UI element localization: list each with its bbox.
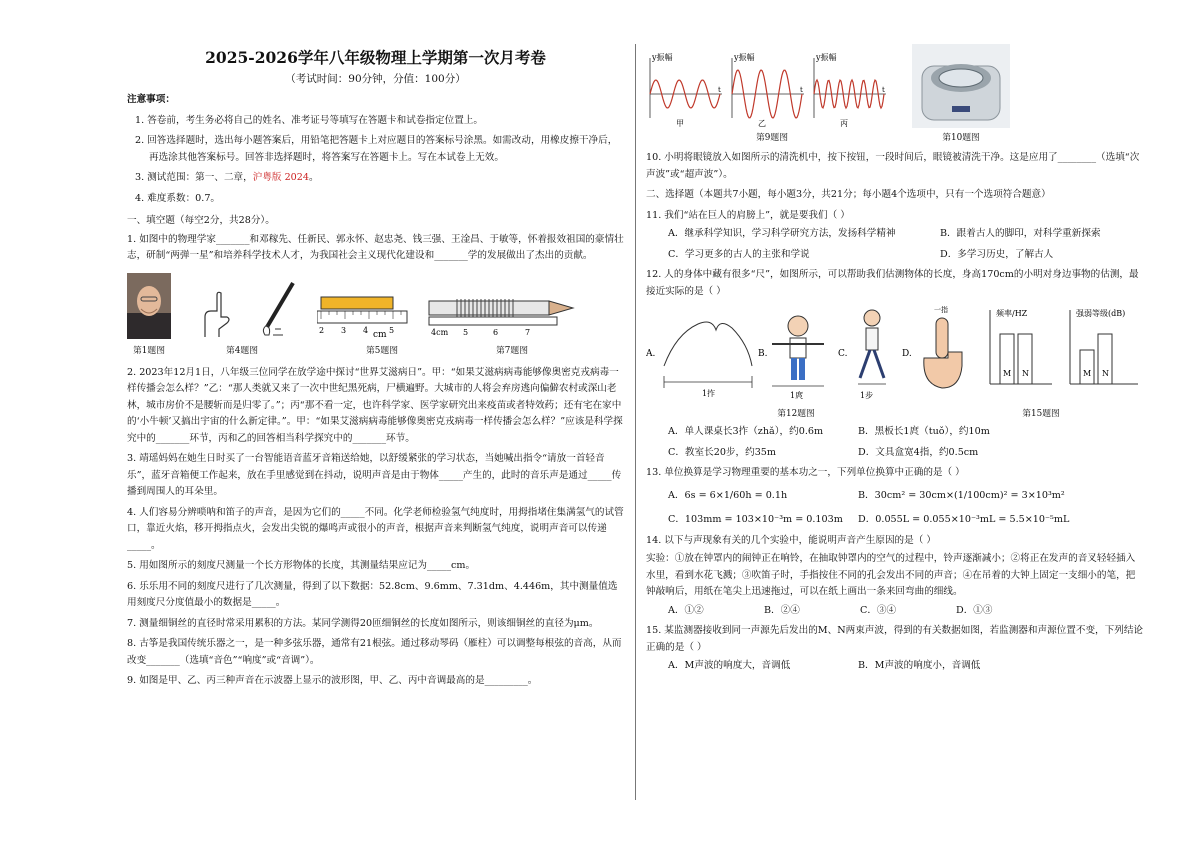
q11-option-b: B．跟着古人的脚印，对科学重新探索 — [940, 228, 1101, 239]
q12-label-bu: 1步 — [860, 391, 874, 400]
wave-t-bing: t — [882, 86, 885, 94]
ruler-figure-5 — [317, 295, 409, 339]
question-11: 11. 我们“站在巨人的肩膀上”，就是要我们（ ） — [646, 209, 850, 221]
section2-heading: 二、选择题（本题共7小题，每小题3分，共21分；每小题4个选项中，只有一个选项符合题意） — [646, 189, 1051, 200]
q12-options-row1 — [646, 424, 1144, 441]
test-tube-thumb-icon — [197, 289, 237, 339]
q14-option-a: A．①② — [668, 604, 704, 616]
wave-name-bing: 丙 — [840, 119, 848, 128]
q15-db-n: N — [1102, 369, 1109, 378]
q14-option-b: B．②④ — [764, 604, 800, 616]
question-12: 12. 人的身体中藏有很多“尺”，如图所示，可以帮助我们估测物体的长度，身高170cm的小明对身边事物的估测，最接近实际的是（ ） — [646, 269, 1139, 297]
ruler7-tick-5: 5 — [463, 327, 469, 337]
q13-options-row1 — [646, 488, 1144, 505]
figure-row-9-10 — [646, 44, 1144, 128]
finger-width-figure — [924, 318, 962, 388]
question-4: 4. 人们容易分辨唢呐和笛子的声音，是因为它们的_____不同。化学老师检验氢气纯度时，用拇指堵住集满氢气的试管口，靠近火焰，移开拇指点火，会发出尖锐的爆鸣声或很小的声音，根据声音来判断氢气纯度，说明声音可以传递_____。 — [127, 506, 624, 551]
figure-5 — [317, 295, 427, 339]
q11-options-row2 — [646, 247, 1144, 264]
notice-item-1: 1. 答卷前，考生务必将自己的姓名、准考证号等填写在答题卡和试卷指定位置上。 — [135, 114, 483, 126]
exam-subtitle: （考试时间：90分钟，分值：100分） — [285, 73, 466, 85]
waveform-yi — [732, 52, 804, 128]
question-15: 15. 某监测器接收到同一声源先后发出的M、N两束声波，得到的有关数据如图，若监测器和声源位置不变，下列结论正确的是（ ） — [646, 625, 1144, 653]
question-14: 14. 以下与声现象有关的几个实验中，能说明声音产生原因的是（ ） — [646, 534, 936, 546]
q12-q15-figures — [646, 304, 1144, 404]
q14-option-c: C．③④ — [860, 604, 897, 616]
waveform-bing — [814, 52, 886, 128]
ruler7-tick-4: 4cm — [431, 327, 449, 337]
ruler5-tick-2: 2 — [319, 325, 325, 335]
scientist-portrait — [127, 273, 171, 339]
notice-item-3 — [127, 170, 624, 187]
q11-option-c: C．学习更多的古人的主张和学说 — [668, 248, 810, 260]
figure-4 — [197, 289, 257, 339]
right-column — [646, 40, 1144, 675]
q13-option-c: C．103mm = 103×10⁻³m = 0.103m — [668, 514, 843, 525]
q13-option-d: D．0.055L = 0.055×10⁻³mL = 5.5×10⁻⁵mL — [858, 514, 1070, 525]
q12-fig-letter-b: B. — [758, 349, 768, 359]
walking-figure — [860, 310, 884, 378]
caption-fig5: 第5题图 — [366, 345, 398, 356]
notice-item-4: 4. 难度系数：0.7。 — [135, 192, 221, 204]
notice-heading: 注意事项： — [127, 94, 175, 105]
column-divider — [635, 44, 636, 800]
caption-fig10: 第10题图 — [942, 133, 980, 143]
question-5: 5. 用如图所示的刻度尺测量一个长方形物体的长度，其测量结果应记为_____cm。 — [127, 560, 476, 571]
wave-name-jia: 甲 — [676, 119, 684, 128]
ruler7-tick-6: 6 — [493, 327, 499, 337]
notice-item-3-tail: 。 — [308, 172, 319, 183]
left-column — [127, 40, 624, 690]
caption-fig15: 第15题图 — [1022, 409, 1060, 419]
question-3: 3. 靖瑶妈妈在她生日时买了一台智能语音蓝牙音箱送给她，以舒缓紧张的学习状态，当她喊出指令“请放一首轻音乐”，蓝牙音箱便工作起来，放在手里感觉到在抖动，说明声音是由于物体_____产生的，此时的音乐声是通过_____传播到周围人的耳朵里。 — [127, 453, 622, 497]
flame-test-tube-icon — [257, 277, 303, 339]
wave-ylabel-bing: y振幅 — [816, 53, 837, 62]
q15-db-label: 强弱等级(dB) — [1076, 309, 1126, 318]
q15-freq-label: 频率/HZ — [996, 309, 1028, 318]
q12-option-c: C．教室长20步，约35m — [668, 446, 777, 458]
q12-fig-letter-a: A. — [646, 349, 656, 359]
figure-1 — [127, 273, 197, 339]
q15-freq-m: M — [1003, 369, 1012, 378]
wave-ylabel-yi: y振幅 — [734, 53, 755, 62]
caption-fig7: 第7题图 — [496, 345, 528, 356]
q12-fig-letter-d: D. — [902, 349, 912, 359]
wave-name-yi: 乙 — [758, 119, 766, 128]
q15-chart-loudness — [1070, 308, 1138, 384]
question-10: 10. 小明将眼镜放入如图所示的清洗机中，按下按钮，一段时间后，眼镜被清洗干净。这是应用了________（选填“次声波”或“超声波”）。 — [646, 152, 1140, 180]
notice-item-3-text: 3. 测试范围：第一、二章， — [135, 172, 253, 183]
waveform-figures — [646, 48, 898, 128]
waveform-jia — [650, 52, 722, 128]
wave-ylabel-jia: y振幅 — [652, 53, 673, 62]
q15-db-m: M — [1083, 369, 1092, 378]
q11-option-d: D．多学习历史，了解古人 — [940, 248, 1054, 260]
ruler5-tick-5: 5 — [389, 325, 395, 335]
wave-t-jia: t — [718, 86, 721, 94]
q13-options-row2 — [646, 512, 1144, 529]
q15-freq-n: N — [1022, 369, 1029, 378]
caption-fig12: 第12题图 — [777, 409, 815, 419]
q12-options-row2 — [646, 445, 1144, 462]
ruler5-tick-4: 4 — [363, 325, 369, 335]
figure-captions-9-10 — [646, 132, 1144, 144]
figure-4b — [257, 277, 317, 339]
section1-heading: 一、填空题（每空2分，共28分）。 — [127, 215, 275, 226]
q12-label-tuo: 1庹 — [790, 391, 804, 400]
question-1: 1. 如图中的物理学家_______和邓稼先、任新民、郭永怀、赵忠尧、钱三强、王淦昌、于敏等，怀着报效祖国的豪情壮志，研制“两弹一星”和培养科学技术人才，为我国社会主义现代化建设和_______学的发展做出了杰出的贡献。 — [127, 233, 624, 261]
question-9: 9. 如图是甲、乙、丙三种声音在示波器上显示的波形图，甲、乙、丙中音调最高的是_________。 — [127, 675, 538, 686]
hand-span-icon — [664, 322, 752, 366]
q14-experiments: 实验：①放在钟罩内的闹钟正在响铃，在抽取钟罩内的空气的过程中，铃声逐渐减小；②将正在发声的音叉轻轻插入水里，看到水花飞溅；③吹笛子时，手指按住不同的孔会发出不同的声音；④在吊着的大钟上固定一支细小的笔，把钟敲响后，用纸在笔尖上迅速拖过，可以在纸上画出一条来回弯曲的细线。 — [646, 553, 1136, 597]
ruler5-unit: cm — [373, 329, 387, 339]
wave-t-yi: t — [800, 86, 803, 94]
caption-fig1: 第1题图 — [133, 345, 165, 356]
exam-title: 2025-2026学年八年级物理上学期第一次月考卷 — [205, 48, 546, 67]
pencil-coil-ruler — [427, 295, 577, 339]
question-7: 7. 测量细铜丝的直径时常采用累积的方法。某同学测得20匝细铜丝的长度如图所示，则该细铜丝的直径为μm。 — [127, 617, 599, 629]
ruler5-tick-3: 3 — [341, 325, 347, 335]
q12-option-d: D．文具盒宽4指，约0.5cm — [858, 446, 979, 458]
q12-option-a: A．单人课桌长3拃（zhǎ），约0.6m — [668, 426, 824, 437]
q15-option-a: A．M声波的响度大，音调低 — [668, 660, 791, 671]
caption-fig4: 第4题图 — [226, 345, 258, 356]
q15-chart-frequency — [990, 308, 1052, 384]
q11-option-a: A．继承科学知识，学习科学研究方法，发扬科学精神 — [668, 228, 896, 239]
q12-label-zhi: 一指 — [934, 306, 948, 314]
q12-label-zha: 1拃 — [702, 389, 716, 398]
q14-option-d: D．①③ — [956, 604, 993, 616]
q15-options — [646, 658, 1144, 675]
q15-option-b: B．M声波的响度小，音调低 — [858, 660, 981, 671]
question-13: 13. 单位换算是学习物理重要的基本功之一，下列单位换算中正确的是（ ） — [646, 467, 965, 478]
question-8: 8. 古筝是我国传统乐器之一，是一种多弦乐器，通常有21根弦。通过移动琴码（雁柱）可以调整每根弦的音高，从而改变_______（选填“音色”“响度”或“音调”）。 — [127, 638, 622, 666]
ruler7-tick-7: 7 — [525, 327, 531, 337]
q14-options — [646, 603, 1144, 620]
figure-7 — [427, 295, 577, 339]
q15-db-bar-m — [1080, 350, 1094, 384]
question-2: 2. 2023年12月1日，八年级三位同学在放学途中探讨“世界艾滋病日”。甲：“如果艾滋病病毒能够像奥密克戎病毒一样传播会怎么样？”乙：“那人类就又来了一次中世纪黑死病，尸横遍野。大城市的人将会弃房逃向偏僻农村或深山老林，城市房价不是腰斩而是归零了。”；丙“那不看一定，也许科学家、医学家研究出来疫苗或者特效药；还有宅在家中的‘小牛顿’又搞出宇宙的什么新定律。”。甲：“如果艾滋病病毒能够像奥密克戎病毒一样传播会怎么样？”应该是科学探究中的_______环节，丙和乙的回答相当科学探究中的_______环节。 — [127, 366, 623, 444]
figure-captions-1 — [127, 345, 624, 357]
q11-options-row1 — [646, 226, 1144, 243]
q13-option-b: B．30cm² = 30cm×(1/100cm)² = 3×10³m² — [858, 489, 1065, 501]
q13-option-a: A．6s = 6×1/60h = 0.1h — [668, 489, 788, 501]
arm-span-figure — [772, 316, 824, 380]
notice-test-range-version: 沪粤版 2024 — [252, 172, 309, 183]
q12-fig-letter-c: C. — [838, 349, 848, 359]
question-6: 6. 乐乐用不同的刻度尺进行了几次测量，得到了以下数据：52.8cm、9.6mm、7.31dm、4.446m，其中测量值选用刻度尺分度值最小的数据是_____。 — [127, 580, 618, 608]
caption-fig9: 第9题图 — [756, 133, 788, 143]
figure-row-1 — [127, 273, 624, 339]
notice-item-2: 2. 回答选择题时，选出每小题答案后，用铅笔把答题卡上对应题目的答案标号涂黑。如需改动，用橡皮擦干净后，再选涂其他答案标号。回答非选择题时，将答案写在答题卡上。写在本试卷上无效。 — [135, 135, 618, 163]
figure-captions-12-15 — [646, 408, 1144, 420]
ultrasonic-cleaner-photo — [912, 44, 1010, 128]
q12-option-b: B．黑板长1庹（tuǒ），约10m — [858, 426, 990, 437]
